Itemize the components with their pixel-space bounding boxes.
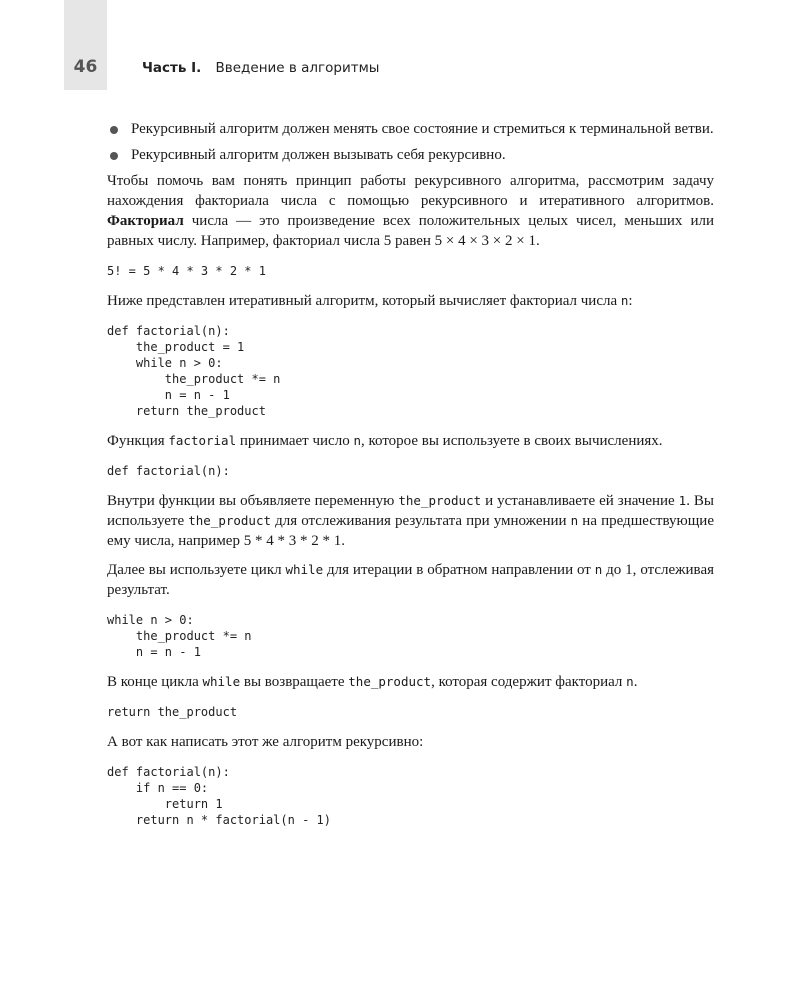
list-item — [107, 145, 714, 165]
running-head — [142, 60, 379, 76]
chapter-title: Введение в алгоритмы — [215, 60, 380, 76]
code-block-formula: 5! = 5 * 4 * 3 * 2 * 1 — [107, 264, 266, 278]
paragraph-recursive-intro: А вот как написать этот же алгоритм рекурсивно: — [107, 734, 424, 750]
paragraph-while-loop: Далее вы используете цикл while для итерации в обратном направлении от n до 1, отслеживая результат. — [107, 562, 714, 598]
bullet-text: Рекурсивный алгоритм должен менять свое состояние и стремиться к терминальной ветви. — [131, 121, 714, 137]
code-block-iterative: def factorial(n): the_product = 1 while n > 0: the_product *= n n = n - 1 return the_product — [107, 324, 281, 418]
code-block-while: while n > 0: the_product *= n n = n - 1 — [107, 613, 252, 659]
page-number: 46 — [73, 57, 98, 77]
bullet-icon — [110, 126, 118, 134]
code-block-return: return the_product — [107, 705, 238, 719]
paragraph-function-arg: Функция factorial принимает число n, которое вы используете в своих вычислениях. — [107, 433, 663, 449]
code-block-recursive: def factorial(n): if n == 0: return 1 return n * factorial(n - 1) — [107, 765, 331, 827]
bullet-icon — [110, 152, 118, 160]
code-block-def: def factorial(n): — [107, 464, 230, 478]
bullet-text: Рекурсивный алгоритм должен вызывать себя рекурсивно. — [131, 147, 506, 163]
paragraph-iterative: Ниже представлен итеративный алгоритм, который вычисляет факториал числа n: — [107, 293, 633, 309]
paragraph-the-product: Внутри функции вы объявляете переменную the_product и устанавливаете ей значение 1. Вы используете the_product для отслеживания результата при умножении n на предшествующие ему числа, например 5 * 4 * 3 * 2 * 1. — [107, 493, 714, 549]
part-label: Часть I. — [142, 60, 202, 76]
paragraph-return: В конце цикла while вы возвращаете the_product, которая содержит факториал n. — [107, 674, 638, 690]
term-factorial: Факториал — [107, 213, 184, 229]
list-item — [107, 119, 714, 139]
paragraph-factorial-intro: Чтобы помочь вам понять принцип работы рекурсивного алгоритма, рассмотрим задачу нахождения факториала числа с помощью рекурсивного и итеративного алгоритмов. Факториал числа — это произведение всех положительных целых чисел, меньших или равных числу. Например, факториал числа 5 равен 5 × 4 × 3 × 2 × 1. — [107, 173, 714, 249]
bullet-list — [107, 119, 714, 165]
page-body — [107, 119, 714, 828]
